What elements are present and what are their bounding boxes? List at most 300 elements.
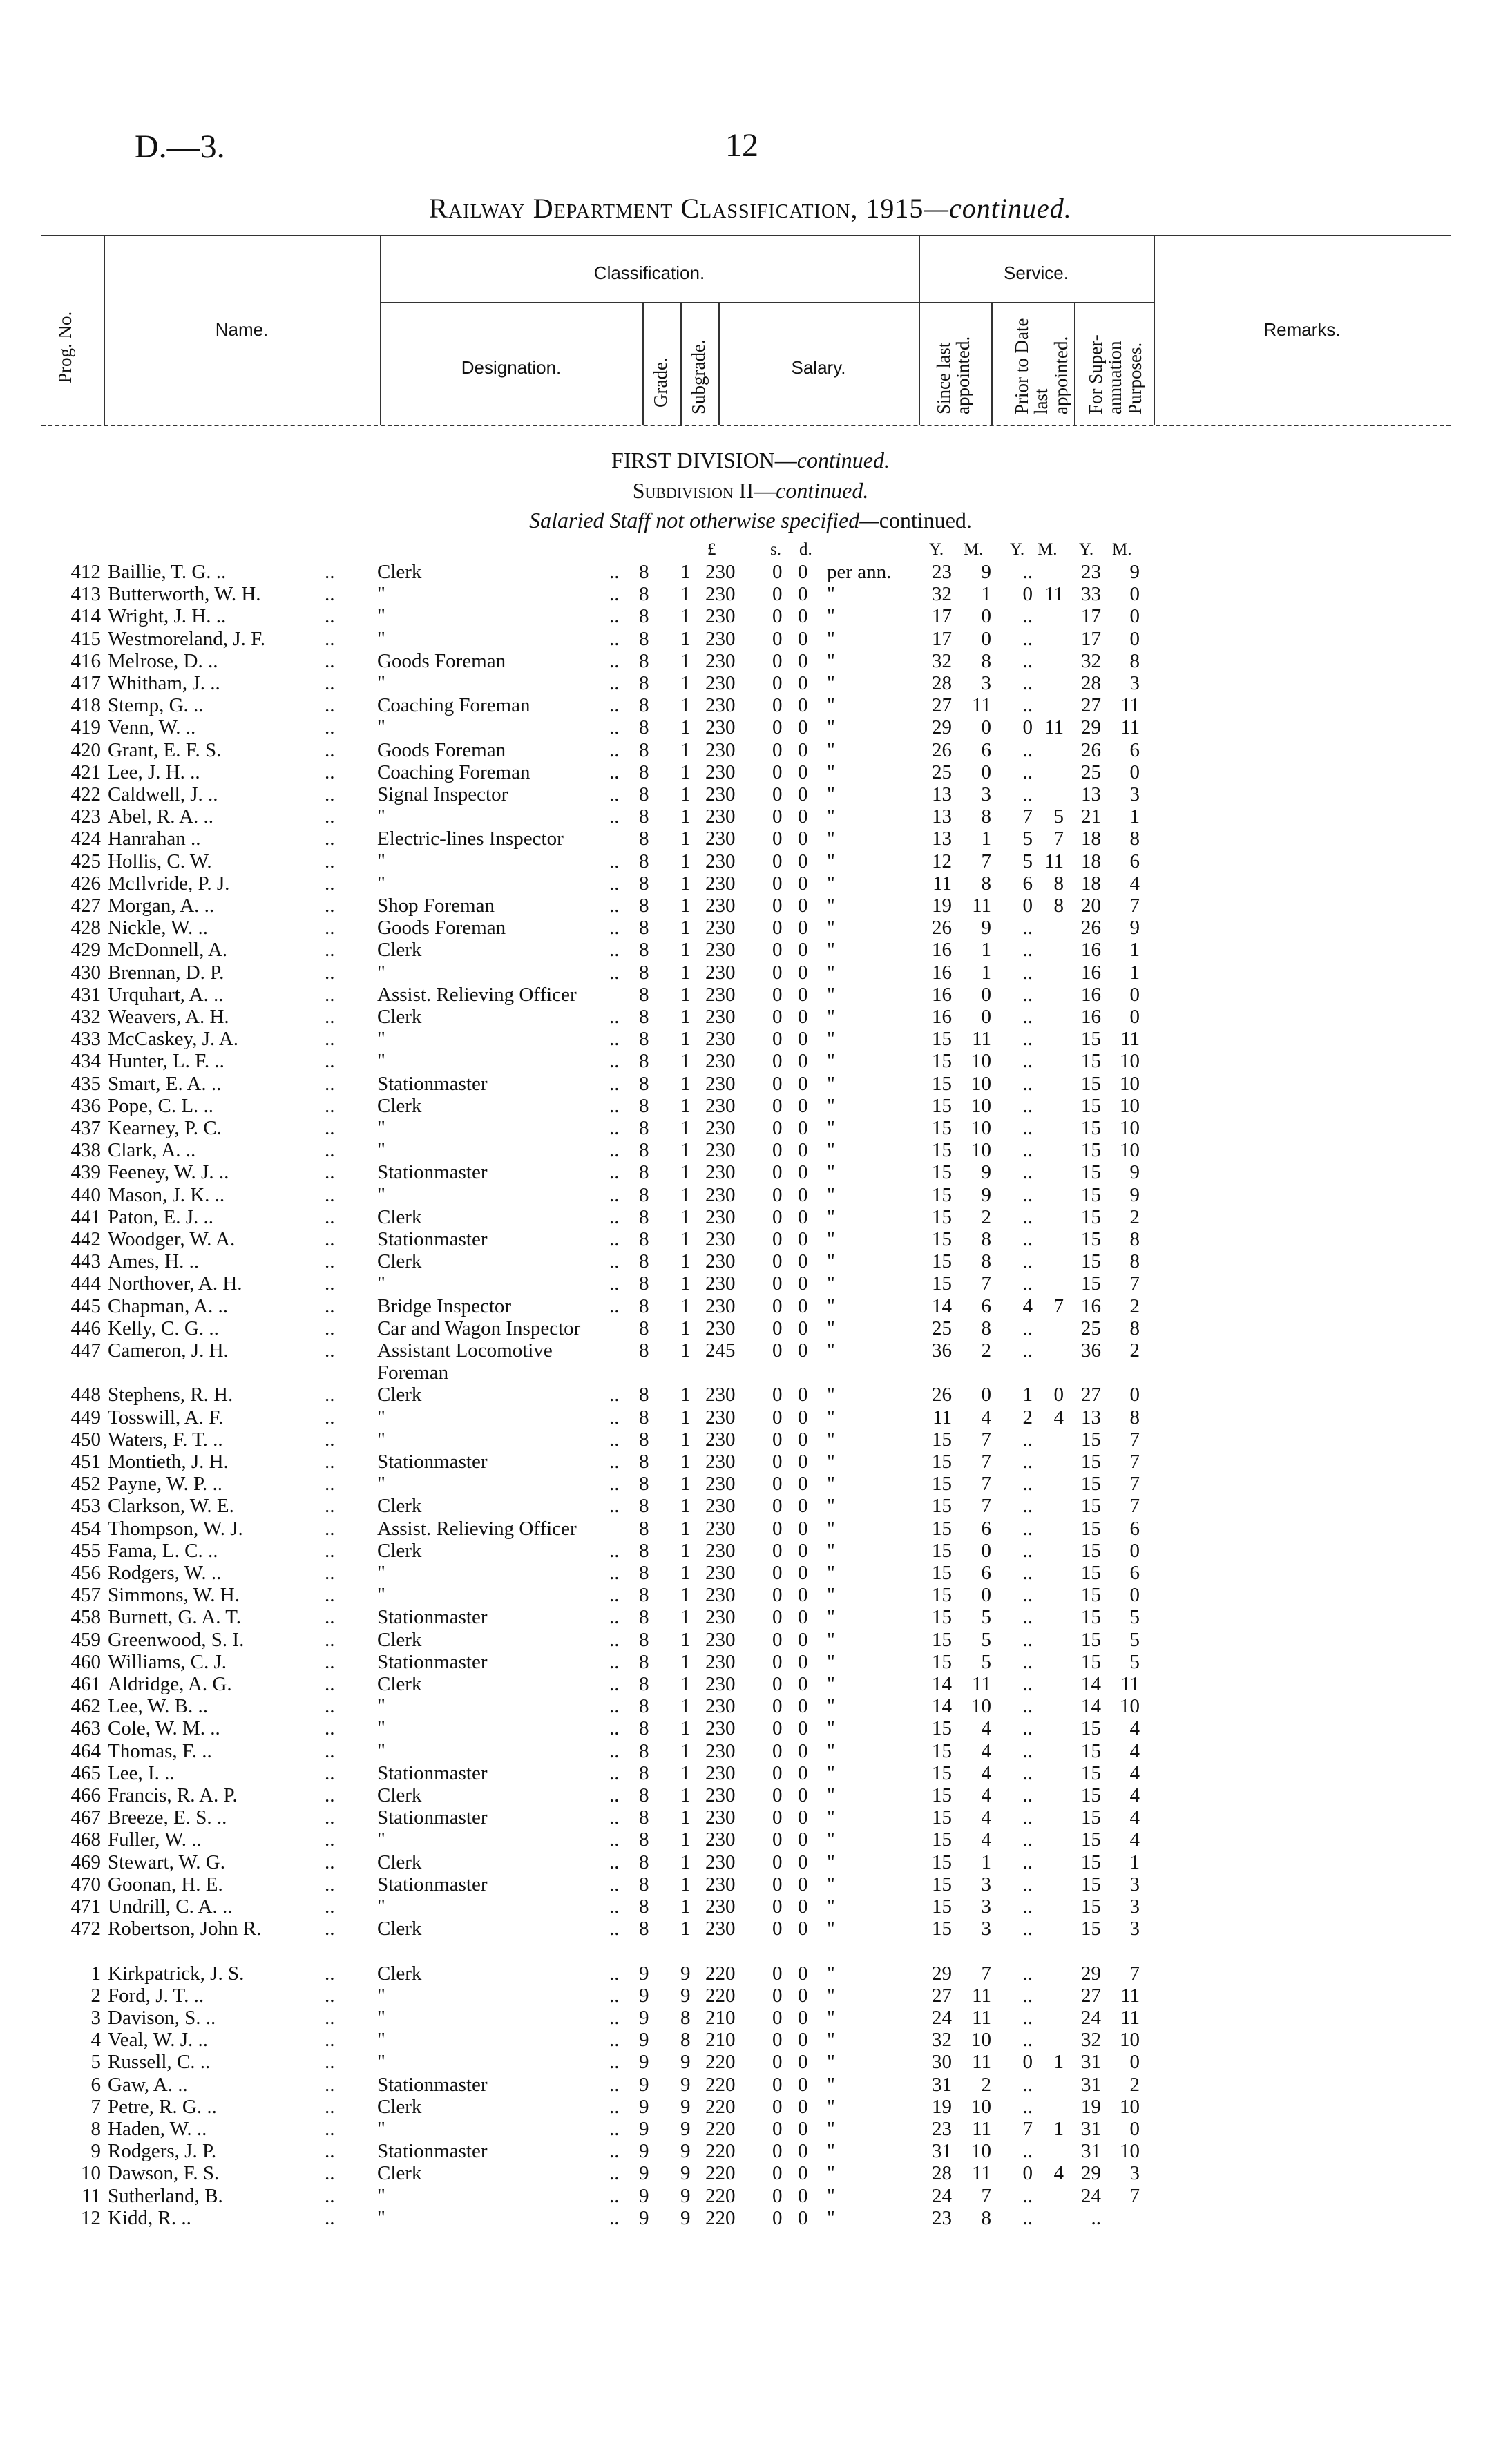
super-months: 8 xyxy=(1129,1250,1140,1273)
salary-pence: 0 xyxy=(798,1761,808,1784)
super-months: 7 xyxy=(1129,895,1140,917)
since-years: 15 xyxy=(932,1650,952,1673)
salary-shillings: 0 xyxy=(772,561,783,583)
salary-shillings: 0 xyxy=(772,649,783,672)
subgrade: 1 xyxy=(680,561,691,583)
designation: Clerk xyxy=(377,1628,422,1651)
since-years: 15 xyxy=(932,1739,952,1762)
table-row xyxy=(0,694,1501,716)
grade: 9 xyxy=(639,2184,649,2207)
leader-dots: .. xyxy=(609,1739,620,1762)
prog-no: 453 xyxy=(70,1495,101,1518)
super-years: 26 xyxy=(1081,917,1101,939)
salary-period: " xyxy=(827,1028,835,1051)
prior-years: .. xyxy=(1022,2206,1033,2229)
prior-months: 7 xyxy=(1053,828,1064,850)
salary-pence: 0 xyxy=(798,805,808,828)
table-row xyxy=(0,1362,1501,1384)
subgrade: 1 xyxy=(680,1161,691,1184)
salary-pounds: 230 xyxy=(705,1673,736,1695)
salary-pounds: 210 xyxy=(705,2007,736,2029)
grade: 8 xyxy=(639,1562,649,1584)
leader-dots: .. xyxy=(609,1384,620,1406)
since-years: 31 xyxy=(932,2140,952,2163)
unit-months-prior: M. xyxy=(1038,540,1058,559)
prog-no: 425 xyxy=(70,850,101,872)
staff-name: Rodgers, W. .. xyxy=(108,1562,222,1584)
prior-years: 0 xyxy=(1022,716,1033,739)
salary-shillings: 0 xyxy=(772,2051,783,2074)
super-years: 15 xyxy=(1081,1628,1101,1651)
salary-period: " xyxy=(827,961,835,984)
salary-period: " xyxy=(827,1250,835,1273)
designation: Stationmaster xyxy=(377,1761,488,1784)
salary-period: " xyxy=(827,1428,835,1451)
salary-shillings: 0 xyxy=(772,2095,783,2118)
super-months: 7 xyxy=(1129,1451,1140,1473)
leader-dots: .. xyxy=(325,1428,335,1451)
designation: " xyxy=(377,2007,385,2029)
table-row xyxy=(0,2162,1501,2184)
division-continued: continued. xyxy=(796,448,890,472)
salary-pounds: 220 xyxy=(705,2073,736,2096)
salary-pounds: 230 xyxy=(705,1784,736,1806)
since-months: 1 xyxy=(981,939,991,962)
since-years: 12 xyxy=(932,850,952,872)
since-months: 7 xyxy=(981,1962,991,1985)
salary-period: " xyxy=(827,1006,835,1028)
staff-name: Kearney, P. C. xyxy=(108,1117,222,1139)
table-row xyxy=(0,1562,1501,1584)
since-years: 15 xyxy=(932,1517,952,1540)
prior-years: .. xyxy=(1022,738,1033,761)
super-months: 8 xyxy=(1129,1406,1140,1429)
subgrade: 1 xyxy=(680,939,691,962)
salary-period: " xyxy=(827,1806,835,1829)
salary-pence: 0 xyxy=(798,2184,808,2207)
prog-no: 2 xyxy=(90,1984,101,2007)
super-months: 5 xyxy=(1129,1606,1140,1629)
table-row xyxy=(0,1895,1501,1918)
salary-pounds: 230 xyxy=(705,1873,736,1895)
prog-no: 414 xyxy=(70,605,101,628)
salary-period: " xyxy=(827,2007,835,2029)
leader-dots: .. xyxy=(325,2051,335,2074)
subgrade: 9 xyxy=(680,1984,691,2007)
prior-years: .. xyxy=(1022,649,1033,672)
since-months: 4 xyxy=(981,1828,991,1851)
table-row xyxy=(0,1406,1501,1429)
salary-shillings: 0 xyxy=(772,1739,783,1762)
table-row xyxy=(0,917,1501,939)
since-months: 3 xyxy=(981,1918,991,1940)
salary-pence: 0 xyxy=(798,2029,808,2052)
table-row xyxy=(0,984,1501,1006)
since-months: 1 xyxy=(981,828,991,850)
since-months: 10 xyxy=(971,1072,991,1095)
since-years: 23 xyxy=(932,2118,952,2140)
salary-pence: 0 xyxy=(798,783,808,805)
super-months: 0 xyxy=(1129,2051,1140,2074)
subgrade: 1 xyxy=(680,1050,691,1073)
leader-dots: .. xyxy=(325,1006,335,1028)
subgrade: 1 xyxy=(680,850,691,872)
super-months: 7 xyxy=(1129,1473,1140,1496)
designation: Shop Foreman xyxy=(377,895,495,917)
table-row xyxy=(0,1584,1501,1606)
super-months: 3 xyxy=(1129,1873,1140,1895)
prog-no: 456 xyxy=(70,1562,101,1584)
leader-dots: .. xyxy=(325,1295,335,1317)
salary-period: " xyxy=(827,1384,835,1406)
leader-dots: .. xyxy=(325,2118,335,2140)
staff-name: Whitham, J. .. xyxy=(108,672,220,694)
designation: Stationmaster xyxy=(377,1451,488,1473)
leader-dots: .. xyxy=(325,1828,335,1851)
since-years: 15 xyxy=(932,1451,952,1473)
designation: Car and Wagon Inspector xyxy=(377,1317,581,1339)
salary-pence: 0 xyxy=(798,2118,808,2140)
designation: " xyxy=(377,2051,385,2074)
salary-shillings: 0 xyxy=(772,1962,783,1985)
prog-no: 412 xyxy=(70,561,101,583)
leader-dots: .. xyxy=(609,1250,620,1273)
salary-period: " xyxy=(827,1072,835,1095)
super-years: 28 xyxy=(1081,672,1101,694)
grade: 8 xyxy=(639,1117,649,1139)
salary-pence: 0 xyxy=(798,1828,808,1851)
leader-dots: .. xyxy=(325,1272,335,1295)
salary-shillings: 0 xyxy=(772,1006,783,1028)
grade: 8 xyxy=(639,1228,649,1250)
table-row xyxy=(0,1184,1501,1206)
designation: Assistant Locomotive xyxy=(377,1339,553,1362)
leader-dots: .. xyxy=(609,2051,620,2074)
grade: 8 xyxy=(639,694,649,717)
designation: Clerk xyxy=(377,1495,422,1518)
super-years: 15 xyxy=(1081,1539,1101,1562)
staff-name: Fama, L. C. .. xyxy=(108,1539,218,1562)
salary-pence: 0 xyxy=(798,1317,808,1339)
prog-no: 430 xyxy=(70,961,101,984)
salary-period: " xyxy=(827,1717,835,1740)
salary-period: " xyxy=(827,1918,835,1940)
leader-dots: .. xyxy=(325,983,335,1006)
salary-period: " xyxy=(827,1517,835,1540)
salary-shillings: 0 xyxy=(772,1473,783,1496)
super-years: 32 xyxy=(1081,2029,1101,2052)
leader-dots: .. xyxy=(325,1918,335,1940)
salary-pounds: 220 xyxy=(705,2051,736,2074)
since-months: 3 xyxy=(981,672,991,694)
header-top-rule xyxy=(41,235,1451,236)
page-number: 12 xyxy=(725,127,758,164)
since-months: 10 xyxy=(971,1094,991,1117)
table-row xyxy=(0,939,1501,961)
staff-name: Melrose, D. .. xyxy=(108,649,218,672)
salary-pounds: 230 xyxy=(705,1228,736,1250)
subgrade: 1 xyxy=(680,872,691,895)
designation: Goods Foreman xyxy=(377,917,506,939)
salary-period: " xyxy=(827,716,835,739)
salary-pence: 0 xyxy=(798,1584,808,1607)
prog-no: 469 xyxy=(70,1851,101,1873)
since-years: 25 xyxy=(932,761,952,783)
leader-dots: .. xyxy=(325,1384,335,1406)
salary-pounds: 230 xyxy=(705,738,736,761)
salary-shillings: 0 xyxy=(772,1272,783,1295)
super-months: 7 xyxy=(1129,1428,1140,1451)
since-years: 29 xyxy=(932,716,952,739)
super-months: 10 xyxy=(1120,1139,1140,1162)
staff-name: Stephens, R. H. xyxy=(108,1384,233,1406)
super-months: 9 xyxy=(1129,1161,1140,1184)
table-row xyxy=(0,2029,1501,2051)
grade: 8 xyxy=(639,983,649,1006)
super-months: 3 xyxy=(1129,1895,1140,1918)
prior-years: 7 xyxy=(1022,2118,1033,2140)
since-months: 4 xyxy=(981,1761,991,1784)
prior-years: .. xyxy=(1022,761,1033,783)
super-years: 31 xyxy=(1081,2073,1101,2096)
salary-shillings: 0 xyxy=(772,605,783,628)
prior-months: 5 xyxy=(1053,805,1064,828)
leader-dots: .. xyxy=(325,1250,335,1273)
subdivision-text: Subdivision II— xyxy=(632,478,776,503)
salary-period: " xyxy=(827,1584,835,1607)
prog-no: 440 xyxy=(70,1183,101,1206)
table-row xyxy=(0,1073,1501,1095)
salary-pence: 0 xyxy=(798,1739,808,1762)
leader-dots: .. xyxy=(325,1784,335,1806)
super-months: 1 xyxy=(1129,1851,1140,1873)
super-years: 15 xyxy=(1081,1606,1101,1629)
salary-pounds: 230 xyxy=(705,1851,736,1873)
super-months: 11 xyxy=(1120,2007,1140,2029)
salary-period: " xyxy=(827,1295,835,1317)
since-months: 5 xyxy=(981,1650,991,1673)
grade: 8 xyxy=(639,1918,649,1940)
staff-name: Burnett, G. A. T. xyxy=(108,1606,242,1629)
salary-pence: 0 xyxy=(798,895,808,917)
salary-pounds: 230 xyxy=(705,1517,736,1540)
leader-dots: .. xyxy=(609,895,620,917)
salary-pence: 0 xyxy=(798,1250,808,1273)
prior-months: 1 xyxy=(1053,2051,1064,2074)
header-designation: Designation. xyxy=(461,357,562,378)
table-row xyxy=(0,1317,1501,1339)
salary-period: " xyxy=(827,605,835,628)
staff-name: Dawson, F. S. xyxy=(108,2162,220,2185)
table-row xyxy=(0,672,1501,694)
designation: " xyxy=(377,672,385,694)
leader-dots: .. xyxy=(609,2140,620,2163)
subgrade: 1 xyxy=(680,627,691,650)
leader-dots: .. xyxy=(609,1895,620,1918)
table-row xyxy=(0,1339,1501,1362)
subgrade: 1 xyxy=(680,1495,691,1518)
table-row xyxy=(0,850,1501,872)
leader-dots: .. xyxy=(325,895,335,917)
table-row xyxy=(0,895,1501,917)
table-row xyxy=(0,1095,1501,1117)
salary-shillings: 0 xyxy=(772,2206,783,2229)
leader-dots: .. xyxy=(609,1228,620,1250)
since-years: 23 xyxy=(932,561,952,583)
table-row xyxy=(0,805,1501,828)
salary-pounds: 230 xyxy=(705,1006,736,1028)
prior-years: .. xyxy=(1022,1006,1033,1028)
leader-dots: .. xyxy=(609,2029,620,2052)
staff-name: Hollis, C. W. xyxy=(108,850,212,872)
salary-pence: 0 xyxy=(798,561,808,583)
subgrade: 1 xyxy=(680,1428,691,1451)
salary-period: " xyxy=(827,1228,835,1250)
prior-years: .. xyxy=(1022,2007,1033,2029)
prog-no: 444 xyxy=(70,1272,101,1295)
leader-dots: .. xyxy=(325,1517,335,1540)
super-years: 15 xyxy=(1081,1717,1101,1740)
salary-pence: 0 xyxy=(798,1339,808,1362)
salary-period: " xyxy=(827,1739,835,1762)
subgrade: 1 xyxy=(680,1317,691,1339)
subgrade: 1 xyxy=(680,672,691,694)
document-reference: D.—3. xyxy=(135,128,225,165)
salary-pounds: 220 xyxy=(705,2140,736,2163)
since-years: 14 xyxy=(932,1695,952,1718)
grade: 8 xyxy=(639,738,649,761)
leader-dots: .. xyxy=(325,1673,335,1695)
table-row xyxy=(0,872,1501,895)
staff-name: Lee, J. H. .. xyxy=(108,761,200,783)
subdivision-continued: continued. xyxy=(776,478,869,503)
designation: " xyxy=(377,1050,385,1073)
salary-shillings: 0 xyxy=(772,738,783,761)
leader-dots: .. xyxy=(609,694,620,717)
prior-years: .. xyxy=(1022,1739,1033,1762)
designation: " xyxy=(377,1895,385,1918)
leader-dots: .. xyxy=(325,1584,335,1607)
salary-pounds: 220 xyxy=(705,2206,736,2229)
staff-name: Gaw, A. .. xyxy=(108,2073,188,2096)
since-months: 4 xyxy=(981,1406,991,1429)
subgrade: 1 xyxy=(680,761,691,783)
table-row xyxy=(0,628,1501,650)
grade: 8 xyxy=(639,1028,649,1051)
prog-no: 8 xyxy=(90,2118,101,2140)
since-years: 26 xyxy=(932,738,952,761)
header-name: Name. xyxy=(215,319,269,340)
table-row xyxy=(0,1272,1501,1295)
super-months: 8 xyxy=(1129,1228,1140,1250)
subgrade: 1 xyxy=(680,1628,691,1651)
super-years: .. xyxy=(1091,2206,1101,2229)
salary-pounds: 230 xyxy=(705,716,736,739)
staff-name: Thompson, W. J. xyxy=(108,1517,243,1540)
header-subgrade: Subgrade. xyxy=(688,339,709,414)
prior-years: .. xyxy=(1022,1761,1033,1784)
salary-pence: 0 xyxy=(798,1428,808,1451)
staff-name: Brennan, D. P. xyxy=(108,961,224,984)
leader-dots: .. xyxy=(609,1028,620,1051)
leader-dots: .. xyxy=(325,1339,335,1362)
subgrade: 8 xyxy=(680,2029,691,2052)
prog-no: 417 xyxy=(70,672,101,694)
grade: 9 xyxy=(639,1984,649,2007)
salary-period: " xyxy=(827,2140,835,2163)
salary-shillings: 0 xyxy=(772,1451,783,1473)
prior-years: .. xyxy=(1022,672,1033,694)
subgrade: 1 xyxy=(680,917,691,939)
super-months: 8 xyxy=(1129,1317,1140,1339)
staff-name: Kelly, C. G. .. xyxy=(108,1317,219,1339)
subgrade: 1 xyxy=(680,583,691,606)
subgrade: 1 xyxy=(680,1606,691,1629)
super-years: 15 xyxy=(1081,1451,1101,1473)
prior-years: 5 xyxy=(1022,850,1033,872)
table-row xyxy=(0,1473,1501,1495)
since-years: 15 xyxy=(932,1606,952,1629)
salary-pence: 0 xyxy=(798,1161,808,1184)
designation: Electric-lines Inspector xyxy=(377,828,564,850)
super-years: 19 xyxy=(1081,2095,1101,2118)
subgrade: 1 xyxy=(680,1828,691,1851)
prior-years: .. xyxy=(1022,1717,1033,1740)
leader-dots: .. xyxy=(609,1717,620,1740)
prog-no: 452 xyxy=(70,1473,101,1496)
prog-no: 12 xyxy=(81,2206,101,2229)
salary-pounds: 230 xyxy=(705,1272,736,1295)
super-years: 18 xyxy=(1081,850,1101,872)
staff-name: Woodger, W. A. xyxy=(108,1228,236,1250)
table-row xyxy=(0,1806,1501,1828)
designation: Assist. Relieving Officer xyxy=(377,983,577,1006)
subgrade: 1 xyxy=(680,1139,691,1162)
staff-name: Aldridge, A. G. xyxy=(108,1673,232,1695)
super-years: 15 xyxy=(1081,1495,1101,1518)
super-months: 2 xyxy=(1129,2073,1140,2096)
salary-shillings: 0 xyxy=(772,1650,783,1673)
salary-period: " xyxy=(827,1117,835,1139)
salary-pounds: 230 xyxy=(705,983,736,1006)
prog-no: 431 xyxy=(70,983,101,1006)
salary-pounds: 230 xyxy=(705,1806,736,1829)
super-months: 0 xyxy=(1129,1539,1140,1562)
prog-no: 428 xyxy=(70,917,101,939)
since-years: 13 xyxy=(932,805,952,828)
unit-shilling: s. xyxy=(770,540,781,559)
table-row xyxy=(0,1828,1501,1851)
prog-no: 427 xyxy=(70,895,101,917)
leader-dots: .. xyxy=(609,2184,620,2207)
salary-pence: 0 xyxy=(798,761,808,783)
leader-dots: .. xyxy=(609,1050,620,1073)
prog-no: 458 xyxy=(70,1606,101,1629)
prog-no: 467 xyxy=(70,1806,101,1829)
subgrade: 1 xyxy=(680,1006,691,1028)
salary-pence: 0 xyxy=(798,1895,808,1918)
leader-dots: .. xyxy=(609,605,620,628)
since-years: 26 xyxy=(932,1384,952,1406)
leader-dots: .. xyxy=(609,1428,620,1451)
super-years: 15 xyxy=(1081,1562,1101,1584)
since-months: 11 xyxy=(972,1673,991,1695)
prog-no: 466 xyxy=(70,1784,101,1806)
since-months: 11 xyxy=(972,1028,991,1051)
salary-pence: 0 xyxy=(798,828,808,850)
designation: Stationmaster xyxy=(377,1650,488,1673)
super-years: 14 xyxy=(1081,1695,1101,1718)
